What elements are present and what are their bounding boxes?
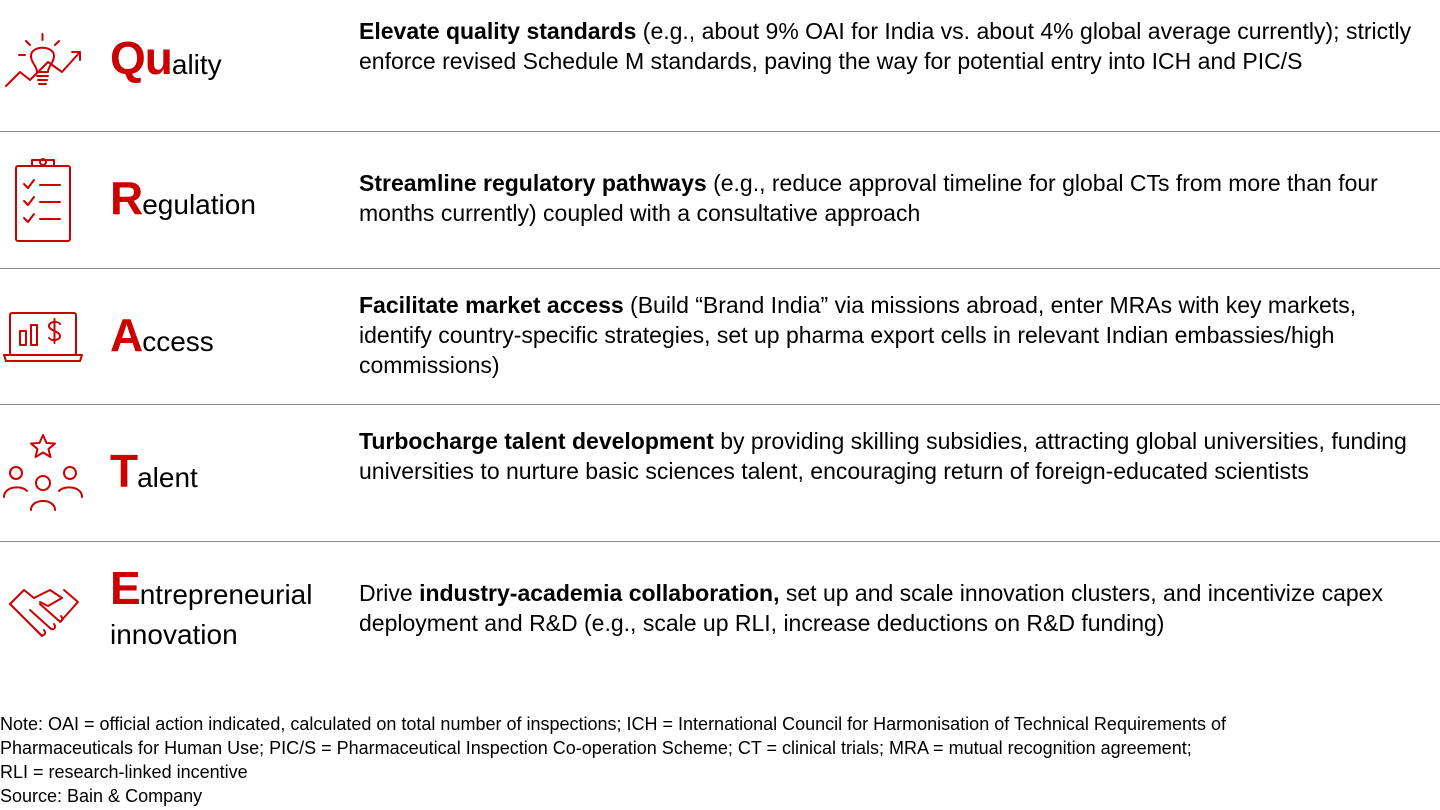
description-access	[359, 290, 1434, 380]
source-line: Source: Bain & Company	[0, 786, 203, 806]
label-rest: egulation	[142, 189, 256, 220]
label-rest: ality	[171, 49, 222, 80]
label-rest-line2: innovation	[110, 619, 238, 650]
label-rest: alent	[137, 462, 198, 493]
label-regulation	[110, 170, 256, 228]
note-line-1: Note: OAI = official action indicated, calculated on total number of inspections; ICH = International Council for Harmonisation of Technical Requirements of	[0, 714, 1226, 734]
footnote	[0, 712, 1420, 808]
description-bold: Elevate quality standards	[359, 18, 637, 44]
laptop-chart-dollar-icon	[0, 269, 90, 404]
label-rest: ntrepreneurial	[139, 579, 313, 610]
description-entrepreneurial-innovation	[359, 578, 1434, 638]
description-regulation	[359, 168, 1434, 228]
label-rest: ccess	[142, 326, 214, 357]
note-line-2: Pharmaceuticals for Human Use; PIC/S = Pharmaceutical Inspection Co-operation Scheme; CT = clinical trials; MRA = mutual recognition agreement;	[0, 738, 1192, 758]
description-post: (Build “Brand India” via missions abroad, enter MRAs with key markets, identify country-specific strategies, set up pharma export cells in relevant Indian embassies/high commissions)	[359, 292, 1357, 378]
label-initial: R	[110, 172, 143, 224]
row-access	[0, 269, 1440, 405]
label-access	[110, 307, 214, 365]
description-post: set up and scale innovation clusters, and incentivize capex deployment and R&D (e.g., scale up RLI, increase deductions on R&D funding)	[359, 580, 1383, 636]
label-initial: Qu	[110, 32, 172, 84]
description-bold: Streamline regulatory pathways	[359, 170, 707, 196]
note-line-3: RLI = research-linked incentive	[0, 762, 248, 782]
row-quality	[0, 0, 1440, 132]
label-entrepreneurial-innovation	[110, 562, 313, 655]
description-bold: Turbocharge talent development	[359, 428, 714, 454]
clipboard-checklist-icon	[0, 132, 90, 268]
description-bold: Facilitate market access	[359, 292, 624, 318]
people-star-icon	[0, 405, 90, 541]
lightbulb-growth-icon	[0, 0, 90, 131]
label-initial: A	[110, 309, 143, 361]
handshake-icon	[0, 542, 90, 692]
row-regulation	[0, 132, 1440, 269]
label-quality	[110, 30, 222, 88]
description-pre: Drive	[359, 580, 420, 606]
description-post: (e.g., about 9% OAI for India vs. about 4% global average currently); strictly enforce revised Schedule M standards, paving the way for potential entry into ICH and PIC/S	[359, 18, 1412, 74]
row-entrepreneurial-innovation	[0, 542, 1440, 692]
description-post: (e.g., reduce approval timeline for global CTs from more than four months currently) coupled with a consultative approach	[359, 170, 1378, 226]
row-talent	[0, 405, 1440, 542]
description-bold: industry-academia collaboration,	[419, 580, 780, 606]
description-talent	[359, 426, 1434, 486]
description-quality	[359, 16, 1434, 76]
description-post: by providing skilling subsidies, attracting global universities, funding universities to nurture basic sciences talent, encouraging return of foreign-educated scientists	[359, 428, 1407, 484]
label-initial: E	[110, 562, 140, 614]
label-talent	[110, 443, 198, 501]
label-initial: T	[110, 445, 138, 497]
